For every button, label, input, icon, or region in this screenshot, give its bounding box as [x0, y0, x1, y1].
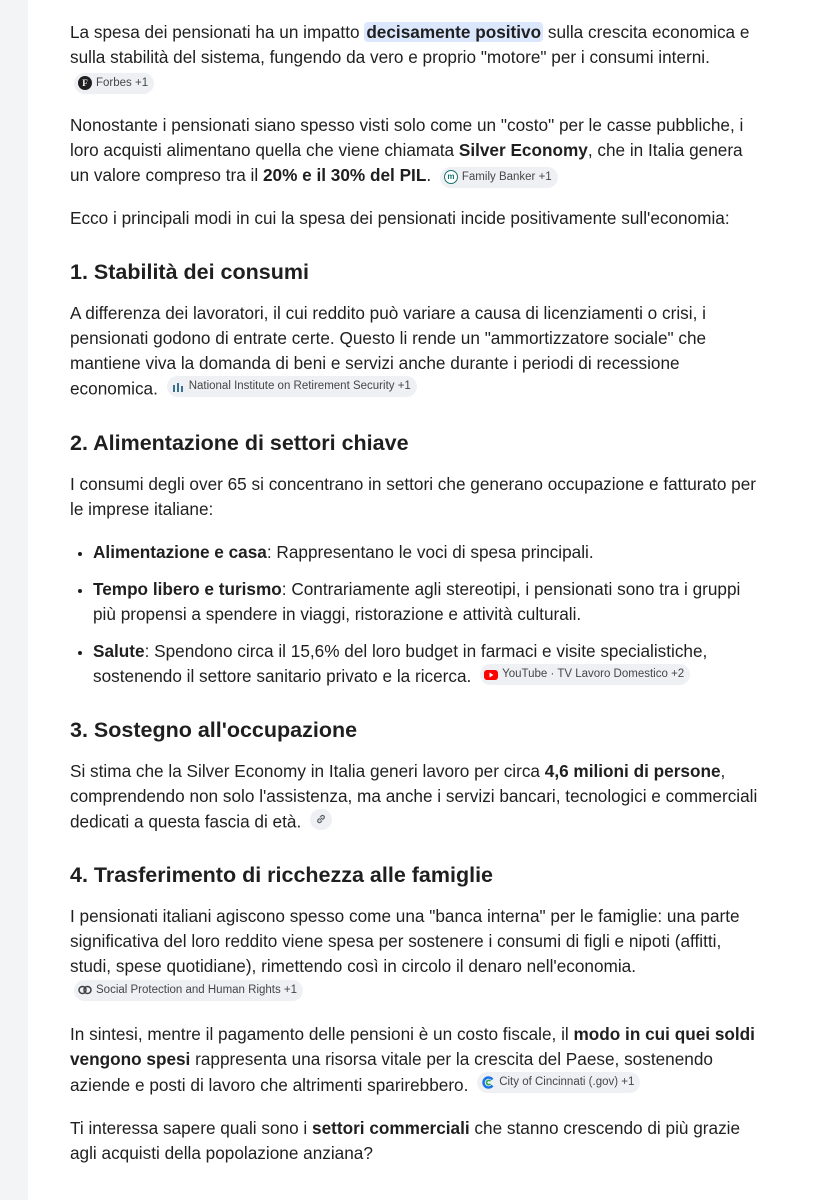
source-chip-label: Family Banker +1 [461, 170, 552, 183]
intro-paragraph-3: Ecco i principali modi in cui la spesa dei pensionati incide positivamente sull'economia: [70, 208, 730, 228]
list-item-bold: Salute [93, 640, 145, 661]
intro-p2-text-d: . [426, 165, 432, 185]
section-4-text: I pensionati italiani agiscono spesso come una "banca interna" per le famiglie: una parte significativa del loro reddito viene spesa per sostenere i consumi di figli e nipoti (affitti, studi, spese quotidiane), rimettendo così in circolo il denaro nell'economia. [70, 906, 740, 976]
section-1-title: 1. Stabilità dei consumi [70, 260, 309, 284]
forbes-icon: F [78, 76, 92, 90]
section-2-body: I consumi degli over 65 si concentrano in settori che generano occupazione e fatturato per le imprese italiane: [70, 473, 757, 519]
source-chip-nirs[interactable] [167, 376, 417, 397]
section-4-title: 4. Trasferimento di ricchezza alle famiglie [70, 863, 493, 887]
section-3-text-a: Si stima che la Silver Economy in Italia generi lavoro per circa [70, 760, 545, 781]
source-chip-label: YouTube · TV Lavoro Domestico +2 [502, 668, 685, 680]
source-chip-family-banker[interactable] [440, 167, 558, 188]
section-3-bold: 4,6 milioni di persone [544, 760, 721, 781]
summary-text-a: In sintesi, mentre il pagamento delle pensioni è un costo fiscale, il [70, 1024, 574, 1044]
pil-range-bold: 20% e il 30% del PIL [262, 165, 427, 185]
intro-paragraph-2 [70, 113, 760, 188]
section-2-title: 2. Alimentazione di settori chiave [70, 430, 409, 455]
question-bold: settori commerciali [312, 1118, 470, 1138]
summary-paragraph [70, 1022, 760, 1098]
list-item [93, 577, 760, 627]
youtube-icon [484, 670, 498, 680]
intro-text-b: sulla crescita economica e sulla stabilità del sistema, fungendo da vero e proprio "motore" per i consumi interni. [70, 22, 750, 67]
intro-text-a: La spesa dei pensionati ha un impatto [70, 22, 365, 42]
silver-economy-bold: Silver Economy [458, 140, 588, 160]
highlight-text: decisamente positivo [366, 22, 542, 42]
summary-bold: modo in cui quei soldi vengono spesi [70, 1024, 755, 1069]
follow-up-question [70, 1116, 760, 1166]
source-chip-youtube[interactable] [480, 664, 690, 685]
source-link-chip[interactable] [310, 809, 332, 830]
section-3-body [70, 759, 760, 835]
section-3-text-c: , comprendendo non solo l'assistenza, ma anche i servizi bancari, tecnologici e commerciali dedicati a questa fascia di età. [70, 760, 758, 831]
source-chip-label: Forbes +1 [96, 76, 149, 89]
family-banker-icon: m [444, 170, 458, 184]
source-chip-cincinnati[interactable] [477, 1072, 640, 1093]
sector-list [70, 540, 760, 689]
cincinnati-icon [481, 1076, 495, 1090]
left-gutter [0, 0, 28, 1200]
intro-p2-text-c: , che in Italia genera un valore compreso tra il [70, 140, 743, 185]
list-item-text: : Rappresentano le voci di spesa principali. [266, 541, 594, 562]
list-item-text: : Contrariamente agli stereotipi, i pensionati sono tra i gruppi più propensi a spendere in viaggi, ristorazione e attività culturali. [93, 578, 741, 624]
question-text-a: Ti interessa sapere quali sono i [70, 1118, 313, 1138]
list-item-bold: Tempo libero e turismo [93, 578, 282, 599]
section-1-body [70, 301, 760, 402]
source-chip-label: Social Protection and Human Rights +1 [96, 983, 298, 996]
source-chip-label: National Institute on Retirement Security +1 [188, 380, 411, 392]
section-4-body [70, 904, 760, 1004]
intro-paragraph-1 [70, 20, 760, 95]
question-text-c: che stanno crescendo di più grazie agli acquisti della popolazione anziana? [70, 1118, 741, 1163]
section-3-title: 3. Sostegno all'occupazione [70, 717, 358, 742]
response-content [70, 20, 760, 1184]
source-chip-label: City of Cincinnati (.gov) +1 [499, 1076, 635, 1088]
list-item-bold: Alimentazione e casa [93, 541, 267, 562]
spr-icon [78, 983, 92, 997]
section-1-text: A differenza dei lavoratori, il cui reddito può variare a causa di licenziamenti o crisi, i pensionati godono di entrate certe. Questo li rende un "ammortizzatore sociale" che mantiene viva la domanda di beni e servizi anche durante i periodi di recessione economica. [70, 303, 707, 399]
intro-p2-text-a: Nonostante i pensionati siano spesso visti solo come un "costo" per le casse pubbliche, i loro acquisti alimentano quella che viene chiamata [70, 115, 744, 160]
summary-text-c: rappresenta una risorsa vitale per la crescita del Paese, sostenendo aziende e posti di lavoro che altrimenti sparirebbero. [70, 1049, 713, 1095]
list-item [93, 639, 760, 689]
source-chip-forbes[interactable] [74, 73, 154, 94]
source-chip-spr[interactable] [74, 980, 303, 1001]
list-item [93, 540, 760, 565]
nirs-icon [171, 380, 185, 394]
link-icon [314, 812, 328, 826]
list-item-text: : Spendono circa il 15,6% del loro budget in farmaci e visite specialistiche, sostenendo il settore sanitario privato e la ricerca. [93, 640, 708, 686]
